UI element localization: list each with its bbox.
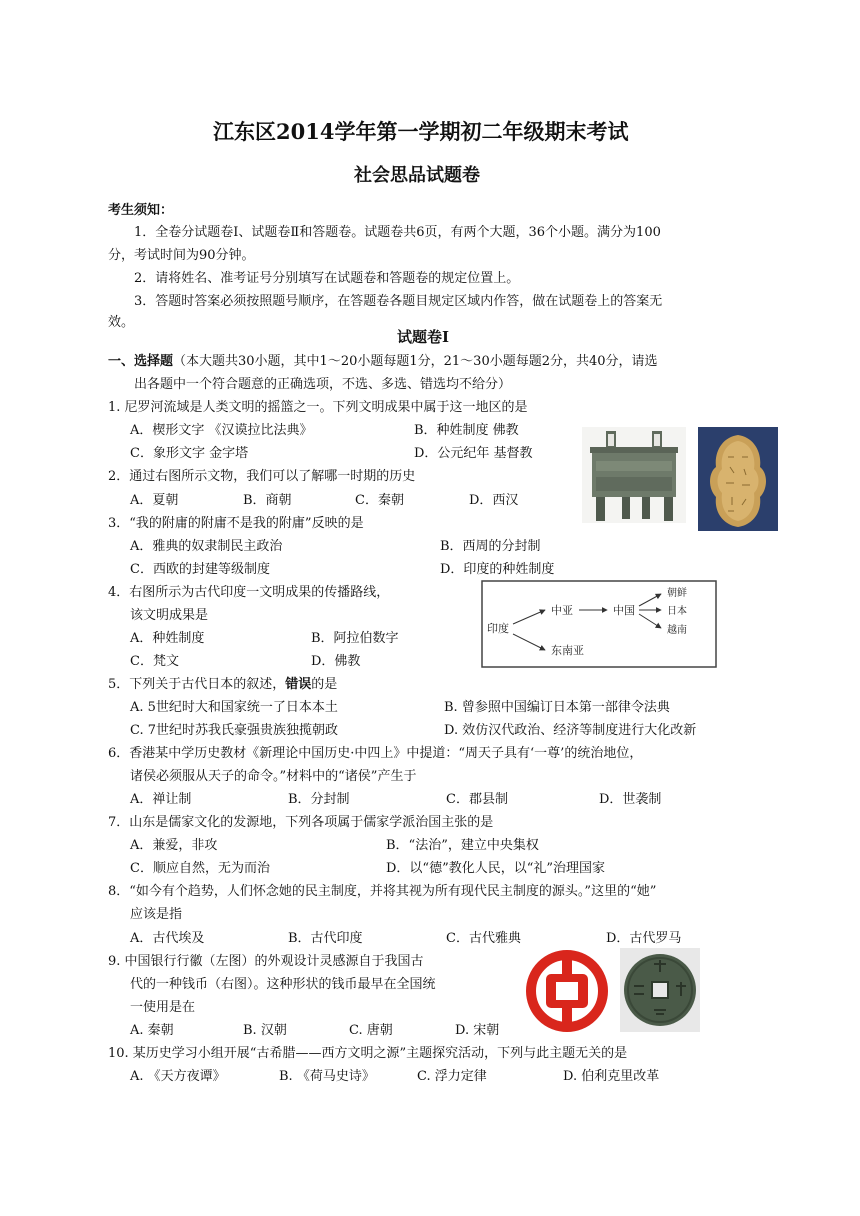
q2-stem: 2．通过右图所示文物，我们可以了解哪一时期的历史	[108, 469, 416, 484]
q7-option-d: D．以“德”教化人民，以“礼”治理国家	[386, 861, 606, 876]
q7-option-b: B．“法治”，建立中央集权	[386, 838, 539, 853]
q4-stem-line2: 该文明成果是	[130, 608, 209, 623]
spread-route-diagram	[481, 580, 717, 668]
bank-of-china-logo	[524, 948, 610, 1034]
q9-stem-line1: 9. 中国银行行徽（左图）的外观设计灵感源自于我国古	[108, 954, 424, 969]
notice-line1a: 1．全卷分试题卷Ⅰ、试题卷Ⅱ和答题卷。试题卷共6页，有两个大题，36个小题。满分为100	[134, 225, 661, 240]
notice-heading: 考生须知：	[108, 203, 174, 218]
q6-option-a: A．禅让制	[130, 792, 192, 807]
q9-stem-line3: 一使用是在	[130, 1000, 196, 1015]
node-india: 印度	[487, 622, 509, 635]
notice-line2: 2．请将姓名、准考证号分别填写在试题卷和答题卷的规定位置上。	[134, 271, 520, 286]
q8-option-c: C．古代雅典	[446, 931, 521, 946]
q3-option-b: B．西周的分封制	[440, 539, 541, 554]
notice-line3a: 3．答题时答案必须按照题号顺序，在答题卷各题目规定区域内作答，做在试题卷上的答案无	[134, 294, 663, 309]
q8-stem-line2: 应该是指	[130, 907, 183, 922]
node-central-asia: 中亚	[551, 604, 573, 617]
q3-stem: 3．“我的附庸的附庸不是我的附庸”反映的是	[108, 516, 364, 531]
section-heading	[108, 350, 658, 369]
q7-option-c: C．顺应自然，无为而治	[130, 861, 270, 876]
node-southeast-asia: 东南亚	[551, 644, 584, 657]
q4-option-a: A．种姓制度	[130, 631, 205, 646]
q3-option-a: A．雅典的奴隶制民主政治	[130, 539, 283, 554]
section-heading-bold: 一、选择题	[108, 354, 174, 369]
q1-option-c: C．象形文字 金字塔	[130, 446, 249, 461]
q10-option-a: A. 《天方夜谭》	[130, 1069, 226, 1084]
section-heading-line2: 出各题中一个符合题意的正确选项，不选、多选、错选均不给分）	[134, 377, 512, 392]
q4-stem-line1: 4．右图所示为古代印度一文明成果的传播路线，	[108, 585, 390, 600]
q5-option-d: D. 效仿汉代政治、经济等制度进行大化改新	[444, 723, 697, 738]
q6-stem-line1: 6．香港某中学历史教材《新理论中国历史·中四上》中提道：“周天子具有‘一尊’的统治地位，	[108, 746, 643, 761]
q6-stem-line2: 诸侯必须服从天子的命令。”材料中的“诸侯”产生于	[130, 769, 417, 784]
q5-stem	[108, 673, 337, 692]
q5-stem-post: 的是	[311, 677, 338, 692]
q7-option-a: A．兼爱，非攻	[130, 838, 218, 853]
q10-stem: 10. 某历史学习小组开展“古希腊——西方文明之源”主题探究活动，下列与此主题无关的是	[108, 1046, 628, 1061]
ancient-coin-image	[620, 948, 700, 1032]
exam-title: 江东区2014学年第一学期初二年级期末考试	[213, 119, 629, 144]
q5-option-a: A. 5世纪时大和国家统一了日本本土	[130, 700, 338, 715]
section-title: 试题卷Ⅰ	[397, 328, 450, 346]
q1-option-a: A．楔形文字 《汉谟拉比法典》	[130, 423, 313, 438]
q5-stem-emphasis: 错误	[285, 677, 312, 692]
q4-option-d: D．佛教	[311, 654, 361, 669]
q7-stem: 7．山东是儒家文化的发源地，下列各项属于儒家学派治国主张的是	[108, 815, 494, 830]
q3-option-d: D．印度的种姓制度	[440, 562, 555, 577]
q1-option-b: B．种姓制度 佛教	[414, 423, 519, 438]
q9-option-b: B. 汉朝	[243, 1023, 287, 1038]
q1-stem: 1. 尼罗河流域是人类文明的摇篮之一。下列文明成果中属于这一地区的是	[108, 400, 528, 415]
q8-option-d: D．古代罗马	[606, 931, 682, 946]
q4-option-b: B．阿拉伯数字	[311, 631, 399, 646]
notice-line3b: 效。	[108, 315, 135, 330]
q4-option-c: C．梵文	[130, 654, 179, 669]
q9-option-a: A. 秦朝	[130, 1023, 174, 1038]
q3-option-c: C．西欧的封建等级制度	[130, 562, 270, 577]
q10-option-d: D. 伯利克里改革	[563, 1069, 660, 1084]
q2-option-b: B．商朝	[243, 493, 292, 508]
q1-option-d: D．公元纪年 基督教	[414, 446, 533, 461]
section-heading-rest: （本大题共30小题，其中1～20小题每题1分，21～30小题每题2分，共40分，请选	[173, 354, 658, 369]
q2-option-c: C．秦朝	[355, 493, 404, 508]
q2-option-d: D．西汉	[469, 493, 519, 508]
q6-option-d: D．世袭制	[599, 792, 662, 807]
q9-option-c: C. 唐朝	[349, 1023, 393, 1038]
q8-option-b: B．古代印度	[288, 931, 363, 946]
node-japan: 日本	[667, 606, 687, 617]
q6-option-b: B．分封制	[288, 792, 350, 807]
q5-option-c: C. 7世纪时苏我氏豪强贵族独揽朝政	[130, 723, 339, 738]
q10-option-b: B. 《荷马史诗》	[279, 1069, 375, 1084]
q9-option-d: D. 宋朝	[455, 1023, 500, 1038]
q5-stem-pre: 5．下列关于古代日本的叙述，	[108, 677, 286, 692]
node-korea: 朝鲜	[667, 588, 687, 599]
notice-line1b: 分，考试时间为90分钟。	[108, 248, 255, 263]
q8-stem-line1: 8．“如今有个趋势，人们怀念她的民主制度，并将其视为所有现代民主制度的源头。”这里的“她”	[108, 884, 657, 899]
bronze-ding-image	[582, 427, 686, 523]
q10-option-c: C. 浮力定律	[417, 1069, 487, 1084]
q2-option-a: A．夏朝	[130, 493, 179, 508]
q5-option-b: B. 曾参照中国编订日本第一部律令法典	[444, 700, 670, 715]
q6-option-c: C．郡县制	[446, 792, 508, 807]
node-china: 中国	[613, 604, 635, 617]
oracle-bone-image	[698, 427, 778, 531]
q9-stem-line2: 代的一种钱币（右图）。这种形状的钱币最早在全国统	[130, 977, 436, 992]
q8-option-a: A．古代埃及	[130, 931, 205, 946]
paper-subtitle: 社会思品试题卷	[354, 165, 480, 186]
node-vietnam: 越南	[667, 625, 687, 636]
